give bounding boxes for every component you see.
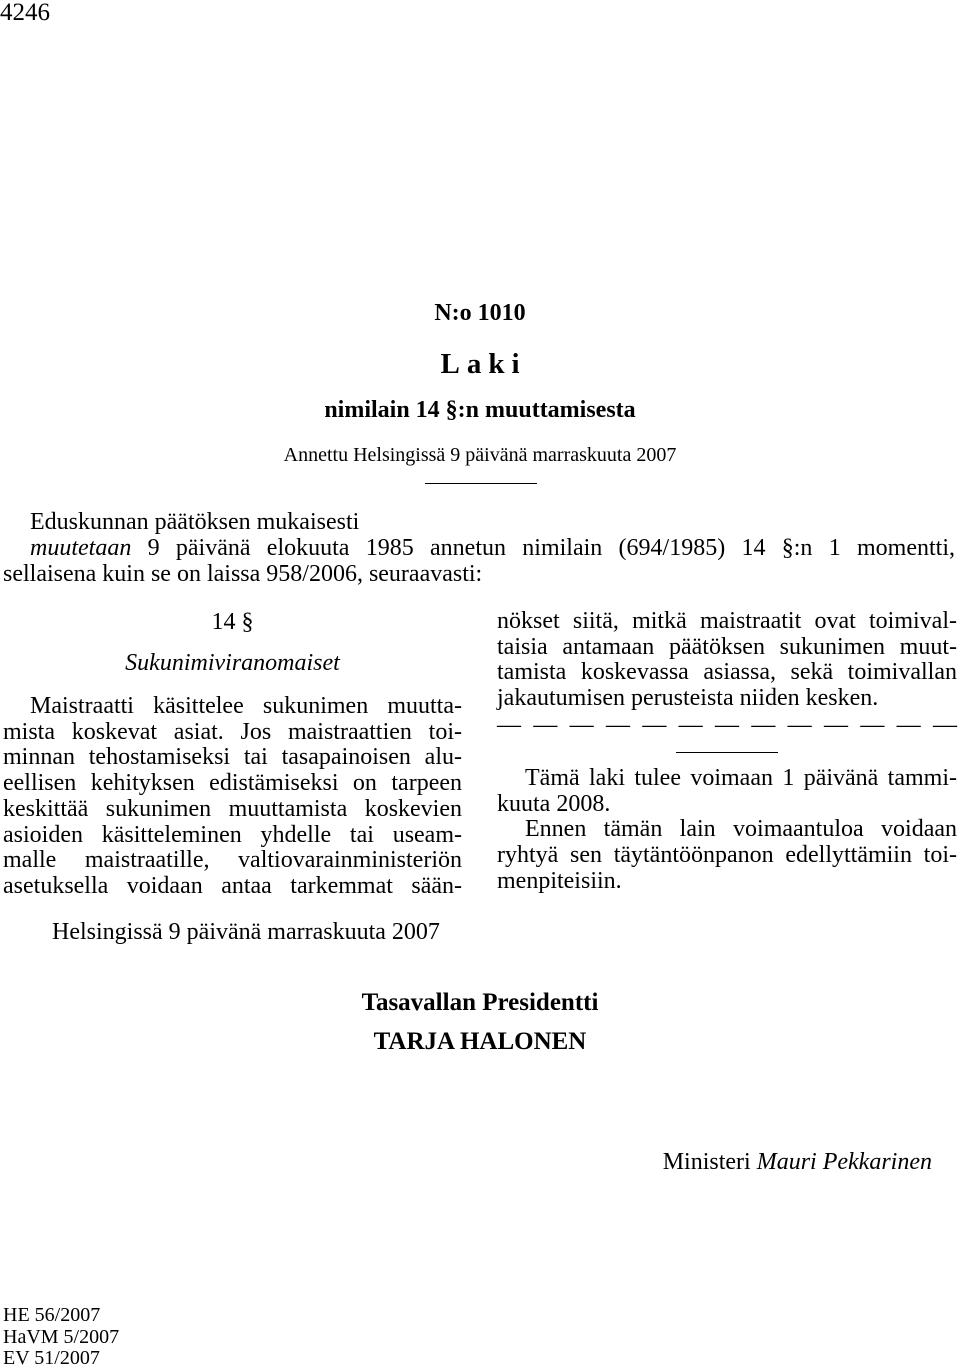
signing-place-date: Helsingissä 9 päivänä marraskuuta 2007	[52, 919, 440, 945]
section-text-line: nökset siitä, mitkä maistraatit ovat toimival-	[497, 608, 957, 634]
section-text-line: jakautumisen perusteista niiden kesken.	[497, 685, 879, 712]
section-heading: Sukunimiviranomaiset	[125, 650, 340, 676]
issued-line: Annettu Helsingissä 9 päivänä marraskuuta 2007	[283, 444, 677, 466]
left-column	[3, 694, 462, 900]
reference-item: HaVM 5/2007	[3, 1325, 120, 1348]
implementation-line: Ennen tämän lain voimaantuloa voidaan	[525, 816, 957, 843]
entry-into-force-line: Tämä laki tulee voimaan 1 päivänä tammi-	[525, 765, 957, 791]
preamble-line: sellaisena kuin se on laissa 958/2006, seuraavasti:	[3, 561, 483, 587]
reference-item: HE 56/2007	[3, 1304, 101, 1326]
entry-into-force-line: kuuta 2008.	[497, 790, 611, 817]
section-text-line: tamista koskevassa asiassa, sekä toimivallan	[497, 659, 957, 686]
section-text-line: keskittää sukunimen muuttamista koskevien	[3, 795, 462, 822]
implementation-line: menpiteisiin.	[497, 867, 622, 894]
section-text-line: Maistraatti käsittelee sukunimen muutta-	[30, 693, 462, 719]
president-title: Tasavallan Presidentti	[361, 989, 599, 1016]
preamble-line-rest: 9 päivänä elokuuta 1985 annetun nimilain (694/1985) 14 §:n 1 momentti,	[131, 535, 955, 561]
preamble-line: Eduskunnan päätöksen mukaisesti	[30, 509, 360, 535]
preamble-line	[3, 535, 955, 561]
president-name: TARJA HALONEN	[373, 1028, 587, 1055]
minister-signature	[663, 1149, 932, 1175]
reference-item: EV 51/2007	[3, 1347, 100, 1369]
implementation-line: ryhtyä sen täytäntöönpanon edellyttämiin toi-	[497, 842, 957, 869]
preamble	[3, 509, 955, 587]
section-text-line: malle maistraatille, valtiovarainministeriön	[3, 847, 462, 874]
preamble-italic-verb: muutetaan	[30, 535, 132, 561]
minister-title: Ministeri	[662, 1149, 751, 1175]
section-text-line: taisia antamaan päätöksen sukunimen muut-	[497, 633, 957, 660]
section-text-line: asioiden käsitteleminen yhdelle tai useam-	[3, 821, 462, 848]
minister-name: Mauri Pekkarinen	[756, 1149, 932, 1175]
section-number: 14 §	[211, 609, 254, 635]
section-text-line: eellisen kehityksen edistämiseksi on tarpeen	[3, 770, 462, 797]
final-provisions	[497, 766, 957, 895]
section-text-line: minnan tehostamiseksi tai tasapainoisen alu-	[3, 744, 462, 771]
statute-title: nimilain 14 §:n muuttamisesta	[324, 397, 636, 423]
provisions-separator-rule	[676, 752, 778, 753]
statute-number: N:o 1010	[434, 300, 526, 326]
section-text-line: asetuksella voidaan antaa tarkemmat sään-	[3, 872, 462, 899]
right-column-section-continuation	[497, 609, 957, 712]
header-separator-rule	[425, 483, 537, 484]
legislative-references	[3, 1305, 119, 1370]
page-number: 4246	[0, 0, 50, 26]
omission-marker: — — — — — — — — — — — — —	[497, 712, 957, 738]
document-type: Laki	[440, 348, 527, 380]
section-text-line: mista koskevat asiat. Jos maistraattien toi-	[3, 718, 462, 745]
